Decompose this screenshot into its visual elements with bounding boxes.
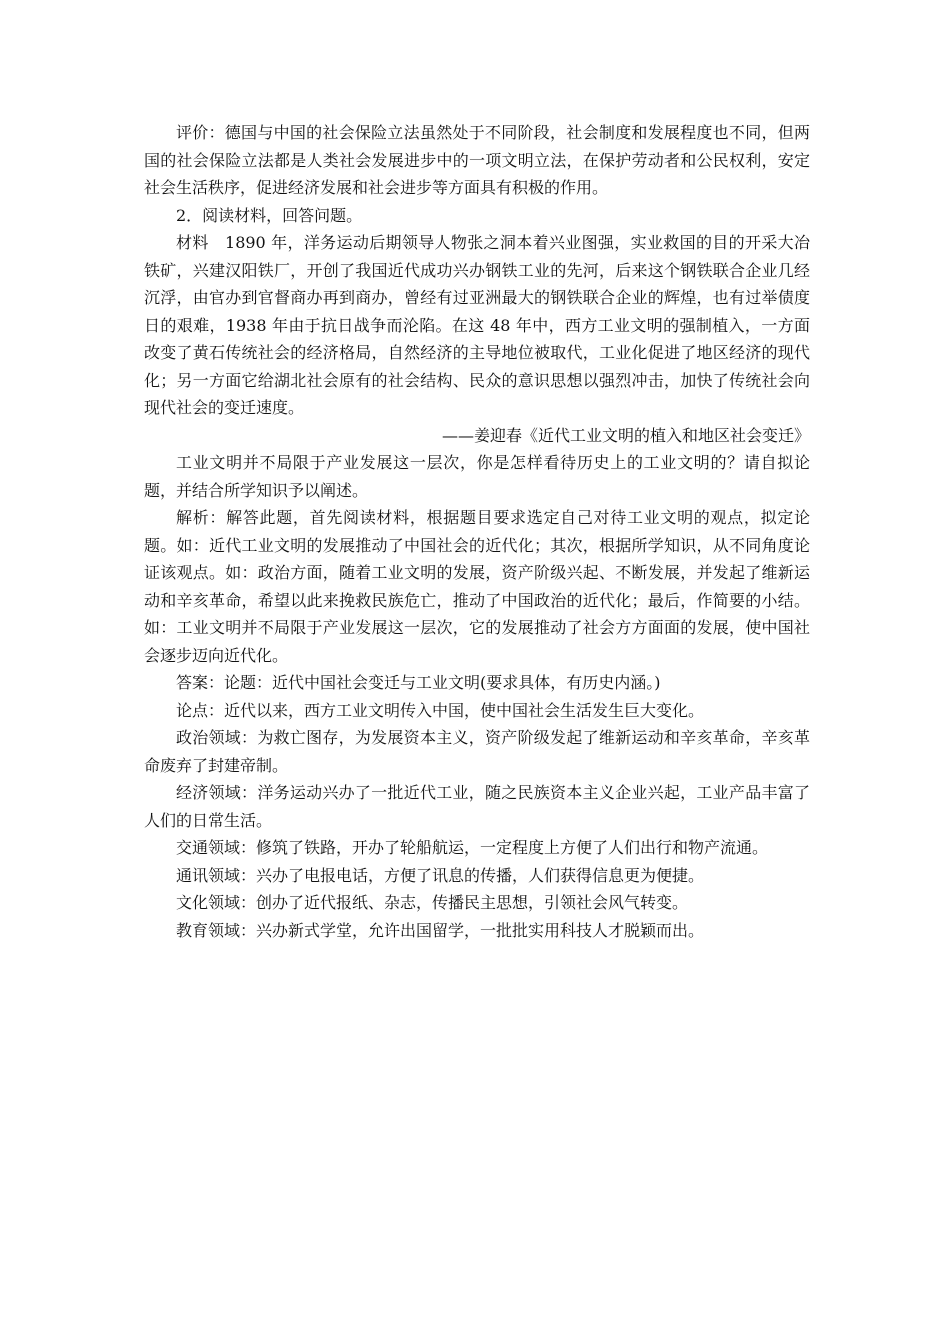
question-prompt: 工业文明并不局限于产业发展这一层次，你是怎样看待历史上的工业文明的？请自拟论题，并结合所学知识予以阐述。 <box>144 453 810 500</box>
answer-thesis: 论点：近代以来，西方工业文明传入中国，使中国社会生活发生巨大变化。 <box>176 700 705 720</box>
question-2-heading: 2．阅读材料，回答问题。 <box>176 205 363 225</box>
answer-politics: 政治领域：为救亡图存，为发展资本主义，资产阶级发起了维新运动和辛亥革命，辛亥革命废弃了封建帝制。 <box>144 728 810 775</box>
answer-economy: 经济领域：洋务运动兴办了一批近代工业，随之民族资本主义企业兴起，工业产品丰富了人们的日常生活。 <box>144 783 810 830</box>
evaluation-paragraph: 评价：德国与中国的社会保险立法虽然处于不同阶段，社会制度和发展程度也不同，但两国的社会保险立法都是人类社会发展进步中的一项文明立法，在保护劳动者和公民权利，安定社会生活秩序，促进经济发展和社会进步等方面具有积极的作用。 <box>144 123 810 197</box>
answer-communication: 通讯领域：兴办了电报电话，方便了讯息的传播，人们获得信息更为便捷。 <box>176 865 705 885</box>
answer-topic: 答案：论题：近代中国社会变迁与工业文明(要求具体，有历史内涵。) <box>176 673 661 692</box>
analysis-paragraph: 解析：解答此题，首先阅读材料，根据题目要求选定自己对待工业文明的观点，拟定论题。如：近代工业文明的发展推动了中国社会的近代化；其次，根据所学知识，从不同角度论证该观点。如：政治方面，随着工业文明的发展，资产阶级兴起、不断发展，并发起了维新运动和辛亥革命，希望以此来挽救民族危亡，推动了中国政治的近代化；最后，作简要的小结。如：工业文明并不局限于产业发展这一层次，它的发展推动了社会方方面面的发展，使中国社会逐步迈向近代化。 <box>144 508 810 665</box>
answer-culture: 文化领域：创办了近代报纸、杂志，传播民主思想，引领社会风气转变。 <box>176 893 689 912</box>
answer-education: 教育领域：兴办新式学堂，允许出国留学，一批批实用科技人才脱颖而出。 <box>176 920 705 940</box>
material-paragraph: 材料 1890 年，洋务运动后期领导人物张之洞本着兴业图强，实业救国的目的开采大冶铁矿，兴建汉阳铁厂，开创了我国近代成功兴办钢铁工业的先河，后来这个钢铁联合企业几经沉浮，由官办到官督商办再到商办，曾经有过亚洲最大的钢铁联合企业的辉煌，也有过举债度日的艰难，1938 年由于抗日战争而沦陷。在这 48 年中，西方工业文明的强制植入，一方面改变了黄石传统社会的经济格局，自然经济的主导地位被取代，工业化促进了地区经济的现代化；另一方面它给湖北社会原有的社会结构、民众的意识思想以强烈冲击，加快了传统社会向现代社会的变迁速度。 <box>144 233 810 417</box>
answer-transport: 交通领域：修筑了铁路，开办了轮船航运，一定程度上方便了人们出行和物产流通。 <box>176 838 769 857</box>
material-source: ——姜迎春《近代工业文明的植入和地区社会变迁》 <box>441 425 810 445</box>
document-body <box>144 119 810 944</box>
